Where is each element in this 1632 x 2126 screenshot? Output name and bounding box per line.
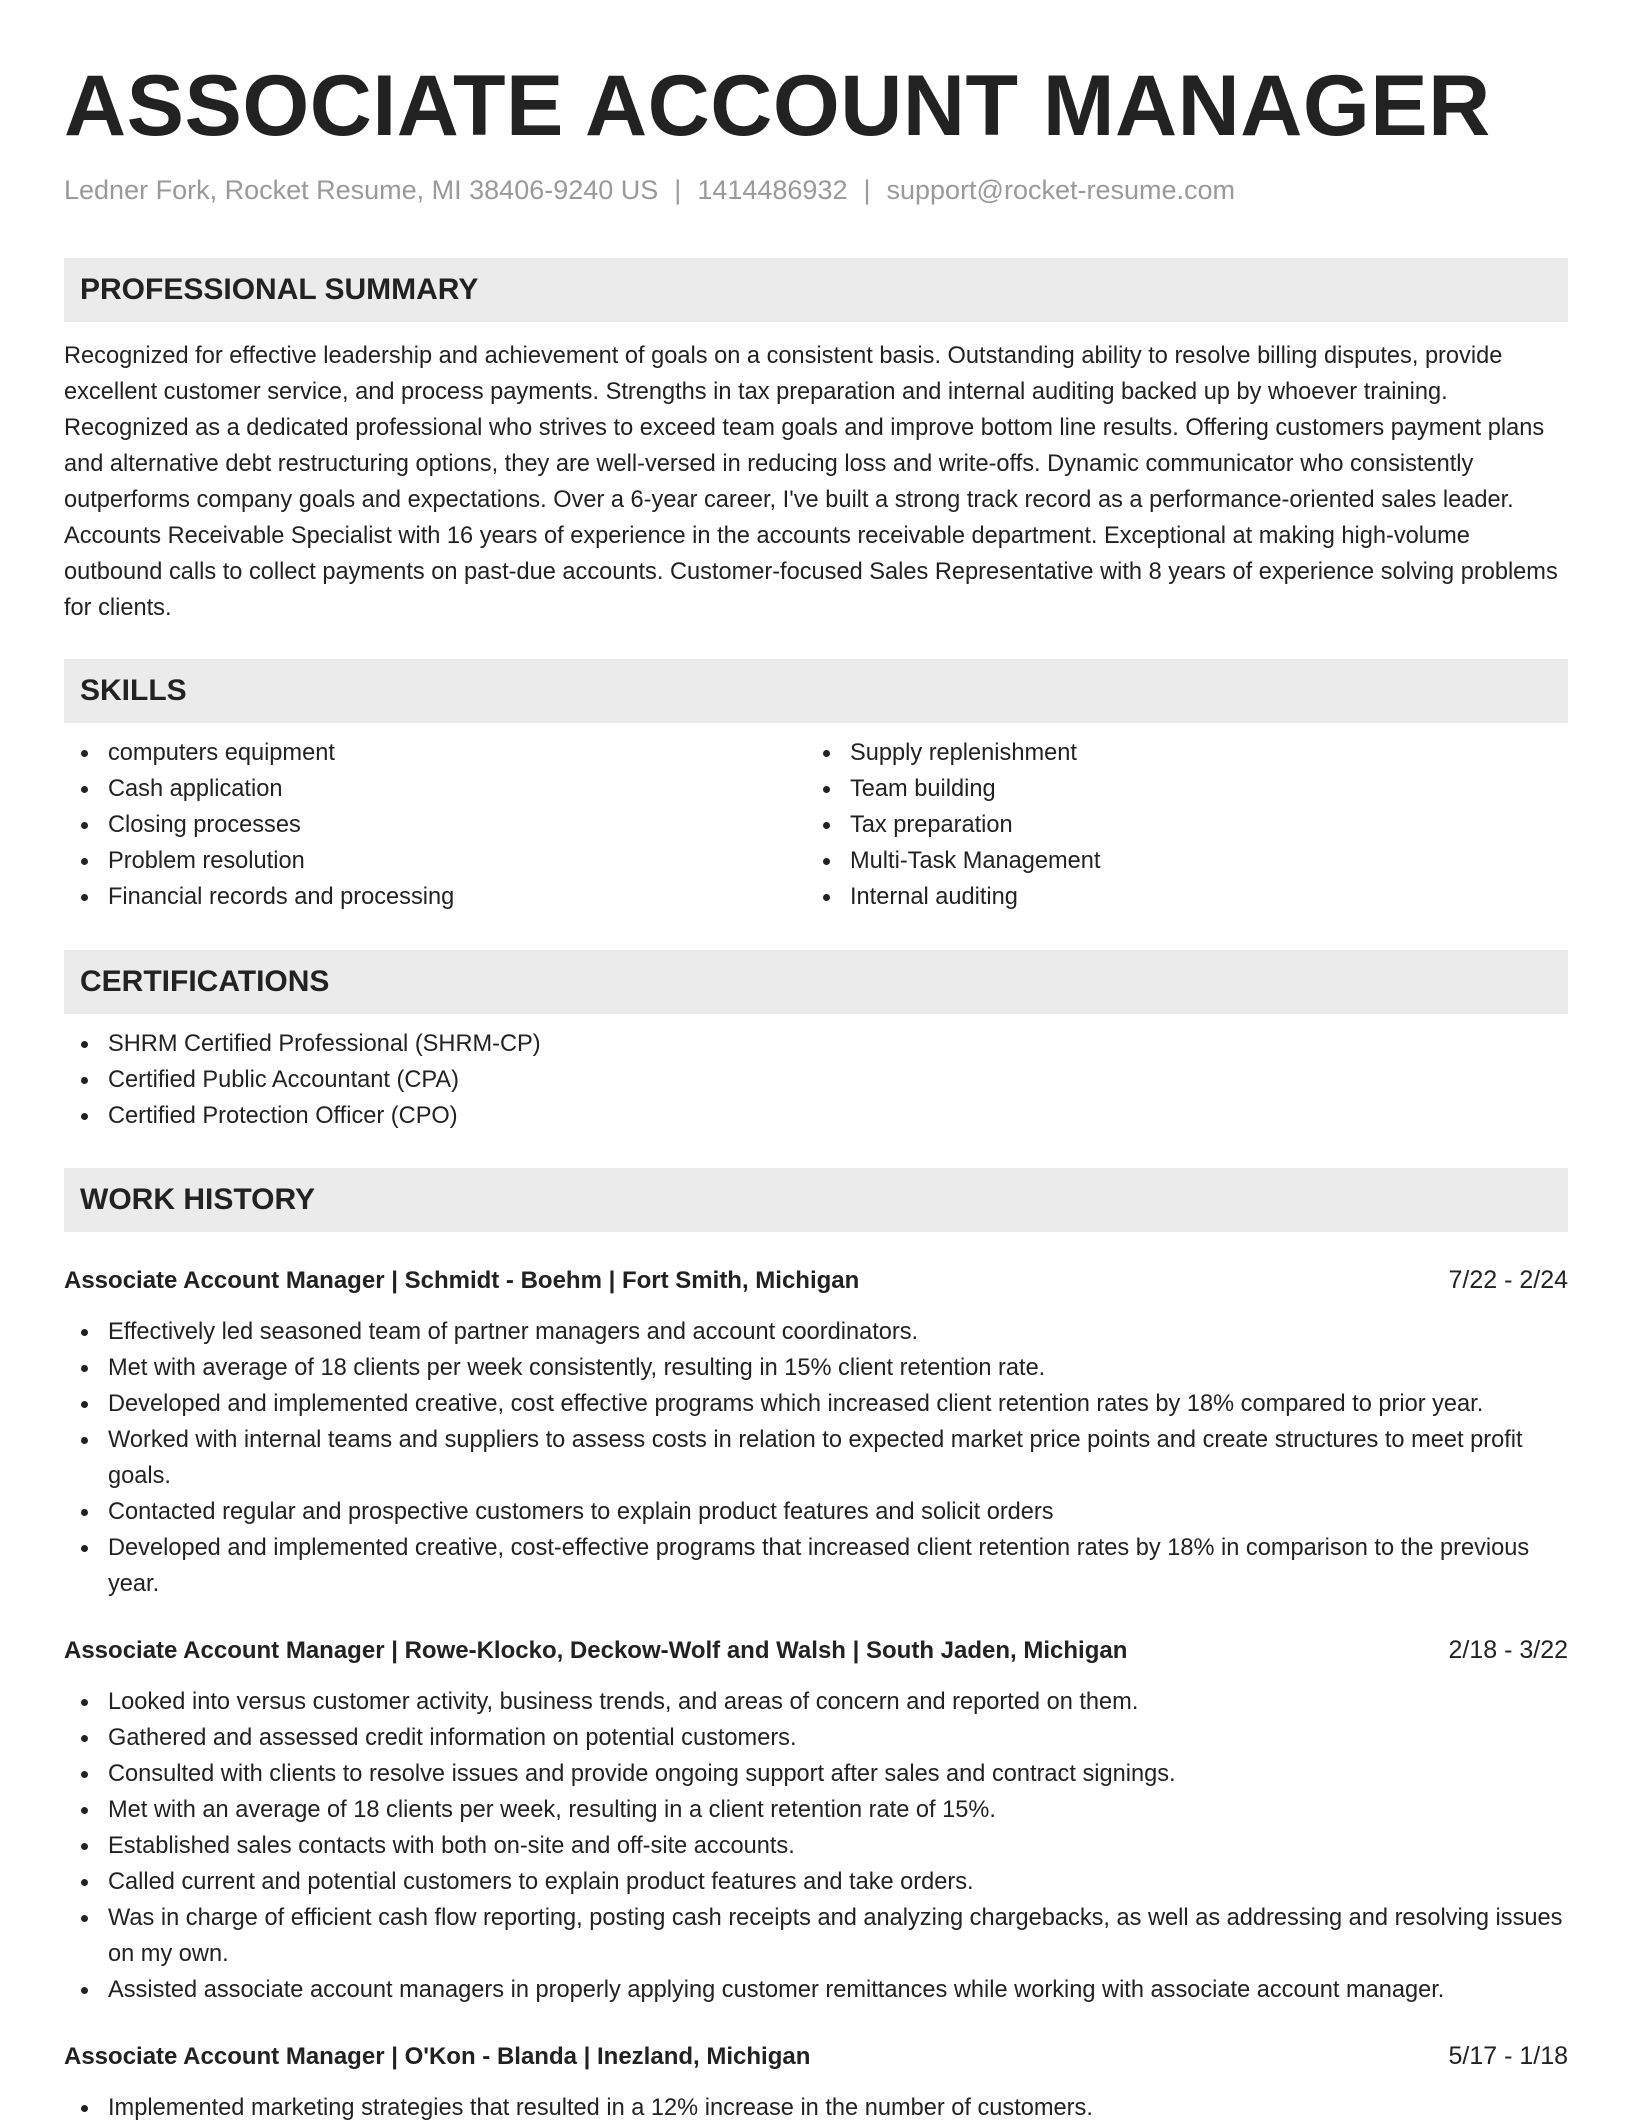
job-bullet: Called current and potential customers to explain product features and take orders. [64, 1864, 1568, 1900]
job-title: Associate Account Manager | Rowe-Klocko, Deckow-Wolf and Walsh | South Jaden, Michigan [64, 1637, 1128, 1664]
contact-address: Ledner Fork, Rocket Resume, MI 38406-9240 US [64, 175, 659, 205]
job-dates: 2/18 - 3/22 [1448, 1636, 1568, 1664]
job-bullet: Met with average of 18 clients per week consistently, resulting in 15% client retention rate. [64, 1350, 1568, 1386]
page-title: ASSOCIATE ACCOUNT MANAGER [64, 58, 1491, 154]
skill-item: Internal auditing [806, 879, 1548, 915]
job-entry [64, 2038, 1568, 2126]
job-bullet: Looked into versus customer activity, business trends, and areas of concern and reported on them. [64, 1684, 1568, 1720]
skill-item: Cash application [64, 771, 806, 807]
certifications-heading: CERTIFICATIONS [64, 950, 1568, 1014]
skill-item: computers equipment [64, 735, 806, 771]
job-bullet: Effectively led seasoned team of partner managers and account coordinators. [64, 1314, 1568, 1350]
resume-page [64, 0, 1568, 2126]
job-title-row [64, 1262, 1568, 1299]
job-bullet: Gathered and assessed credit information on potential customers. [64, 1720, 1568, 1756]
skill-item: Multi-Task Management [806, 843, 1548, 879]
job-dates: 7/22 - 2/24 [1448, 1266, 1568, 1294]
contact-phone: 1414486932 [697, 175, 848, 205]
job-bullet: Contacted regular and prospective customers to explain product features and solicit orders [64, 1494, 1568, 1530]
certification-item: Certified Protection Officer (CPO) [64, 1098, 1568, 1134]
skills-list [64, 735, 1568, 915]
skill-item: Closing processes [64, 807, 806, 843]
skill-item: Team building [806, 771, 1548, 807]
job-bullet: Consulted with clients to resolve issues and provide ongoing support after sales and contract signings. [64, 1756, 1568, 1792]
skill-item: Financial records and processing [64, 879, 806, 915]
skills-column-left [64, 735, 806, 915]
job-bullet: Met with an average of 18 clients per week, resulting in a client retention rate of 15%. [64, 1792, 1568, 1828]
contact-email: support@rocket-resume.com [886, 175, 1236, 205]
summary-heading: PROFESSIONAL SUMMARY [64, 258, 1568, 322]
job-bullet: Established sales contacts with both on-site and off-site accounts. [64, 1828, 1568, 1864]
job-title-row [64, 1632, 1568, 1669]
job-entry [64, 1262, 1568, 1602]
skills-heading: SKILLS [64, 659, 1568, 723]
skill-item: Problem resolution [64, 843, 806, 879]
job-title: Associate Account Manager | Schmidt - Boehm | Fort Smith, Michigan [64, 1267, 860, 1294]
job-bullets [64, 1684, 1568, 2008]
job-title-row [64, 2038, 1568, 2075]
contact-separator: | [863, 175, 871, 205]
certifications-list [64, 1026, 1568, 1134]
skill-item: Supply replenishment [806, 735, 1548, 771]
certification-item: Certified Public Accountant (CPA) [64, 1062, 1568, 1098]
job-bullet: Was in charge of efficient cash flow reporting, posting cash receipts and analyzing chargebacks, as well as addressing and resolving issues on my own. [64, 1900, 1568, 1972]
job-bullets [64, 2090, 1568, 2126]
job-dates: 5/17 - 1/18 [1448, 2042, 1568, 2070]
job-bullet: Developed and implemented creative, cost effective programs which increased client retention rates by 18% compared to prior year. [64, 1386, 1568, 1422]
contact-line [64, 172, 1568, 208]
skills-column-right [806, 735, 1548, 915]
work-history-heading: WORK HISTORY [64, 1168, 1568, 1232]
job-title: Associate Account Manager | O'Kon - Blanda | Inezland, Michigan [64, 2043, 811, 2070]
job-bullet: Worked with internal teams and suppliers to assess costs in relation to expected market price points and create structures to meet profit goals. [64, 1422, 1568, 1494]
job-entry [64, 1632, 1568, 2008]
summary-text: Recognized for effective leadership and achievement of goals on a consistent basis. Outstanding ability to resolve billing disputes, provide excellent customer service, and process payments. Strengths in tax preparation and internal auditing backed up by whoever training. Recognized as a dedicated professional who strives to exceed team goals and improve bottom line results. Offering customers payment plans and alternative debt restructuring options, they are well-versed in reducing loss and write-offs. Dynamic communicator who consistently outperforms company goals and expectations. Over a 6-year career, I've built a strong track record as a performance-oriented sales leader. Accounts Receivable Specialist with 16 years of experience in the accounts receivable department. Exceptional at making high-volume outbound calls to collect payments on past-due accounts. Customer-focused Sales Representative with 8 years of experience solving problems for clients. [64, 343, 1558, 621]
certification-item: SHRM Certified Professional (SHRM-CP) [64, 1026, 1568, 1062]
job-bullet: Assisted associate account managers in properly applying customer remittances while working with associate account manager. [64, 1972, 1568, 2008]
skill-item: Tax preparation [806, 807, 1548, 843]
job-bullet: Developed and implemented creative, cost-effective programs that increased client retention rates by 18% in comparison to the previous year. [64, 1530, 1568, 1602]
job-bullets [64, 1314, 1568, 1602]
contact-separator: | [674, 175, 682, 205]
job-bullet: Implemented marketing strategies that resulted in a 12% increase in the number of customers. [64, 2090, 1568, 2126]
